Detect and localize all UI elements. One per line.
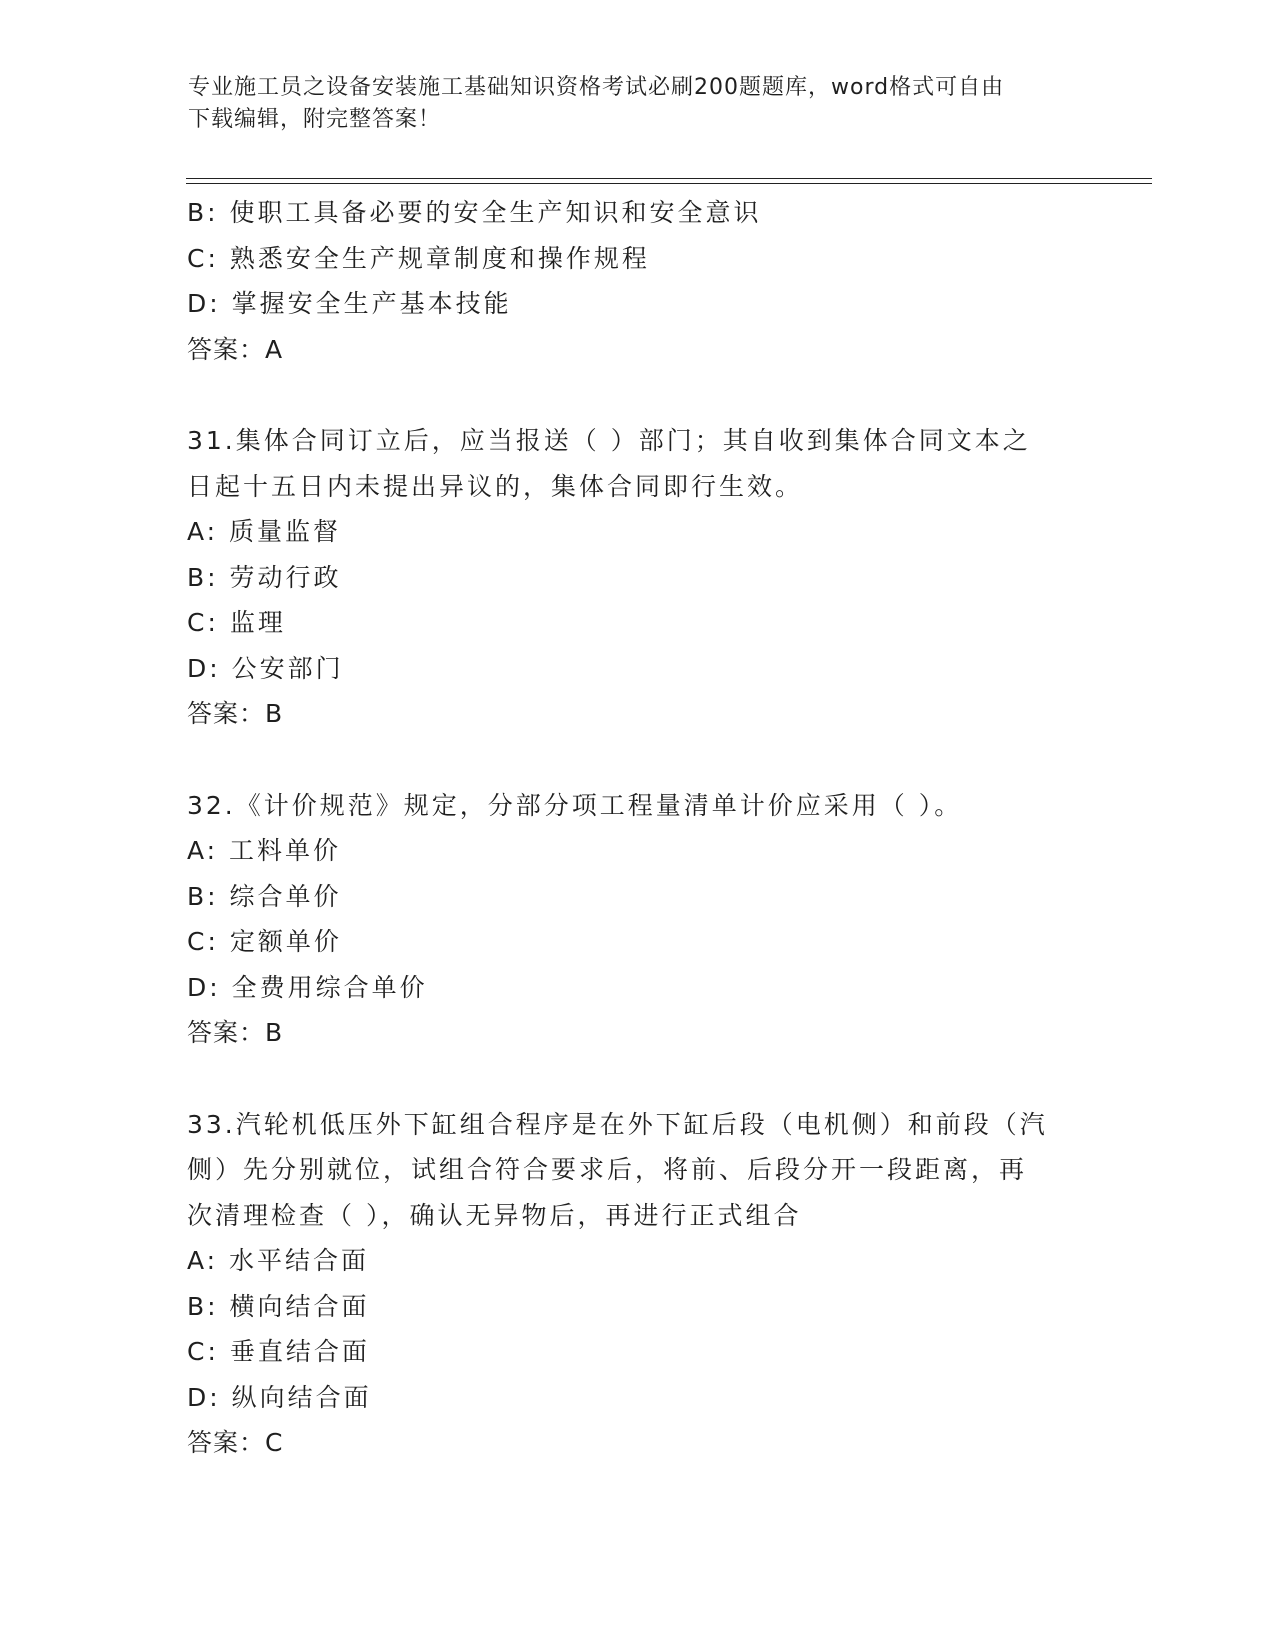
header-title-line-2: 下载编辑，附完整答案！ [188,107,442,132]
option-b: B: 综合单价 [187,881,342,911]
option-c: C: 监理 [187,608,286,637]
question-stem: 31.集体合同订立后，应当报送（ ）部门；其自收到集体合同文本之 [187,426,1031,455]
question-stem: 日起十五日内未提出异议的，集体合同即行生效。 [187,471,804,501]
question-stem: 33.汽轮机低压外下缸组合程序是在外下缸后段（电机侧）和前段（汽 [187,1109,1048,1139]
option-c: C: 垂直结合面 [187,1337,370,1366]
document-header [188,72,1068,136]
option-d: D: 掌握安全生产基本技能 [187,289,512,318]
question-stem: 侧）先分别就位，试组合符合要求后，将前、后段分开一段距离，再 [187,1155,1028,1184]
header-divider-bottom [186,183,1152,184]
question-32 [187,783,1087,1056]
question-33 [187,1102,1087,1466]
option-d: D: 公安部门 [187,653,344,683]
question-31 [187,418,1087,737]
answer: 答案：B [187,699,284,728]
option-d: D: 纵向结合面 [187,1382,372,1412]
question-stem: 次清理检查（ ），确认无异物后，再进行正式组合 [187,1200,802,1230]
option-a: A: 工料单价 [187,836,342,865]
spacer [187,1056,1087,1102]
header-divider-top [186,178,1152,179]
spacer [187,737,1087,783]
option-b: B: 劳动行政 [187,562,342,592]
option-b: B: 使职工具备必要的安全生产知识和安全意识 [187,198,762,227]
spacer [187,372,1087,418]
option-a: A: 质量监督 [187,517,342,546]
option-c: C: 定额单价 [187,927,342,956]
answer: 答案：A [187,334,284,364]
header-title-line-1: 专业施工员之设备安装施工基础知识资格考试必刷200题题库，word格式可自由 [188,75,1005,100]
option-b: B: 横向结合面 [187,1291,370,1321]
answer: 答案：B [187,1018,284,1047]
option-c: C: 熟悉安全生产规章制度和操作规程 [187,243,650,273]
question-stem: 32.《计价规范》规定，分部分项工程量清单计价应采用（ ）。 [187,790,963,820]
option-a: A: 水平结合面 [187,1246,370,1275]
option-d: D: 全费用综合单价 [187,972,428,1002]
question-30-tail [187,190,1087,372]
answer: 答案：C [187,1428,284,1457]
question-list [187,190,1087,1466]
